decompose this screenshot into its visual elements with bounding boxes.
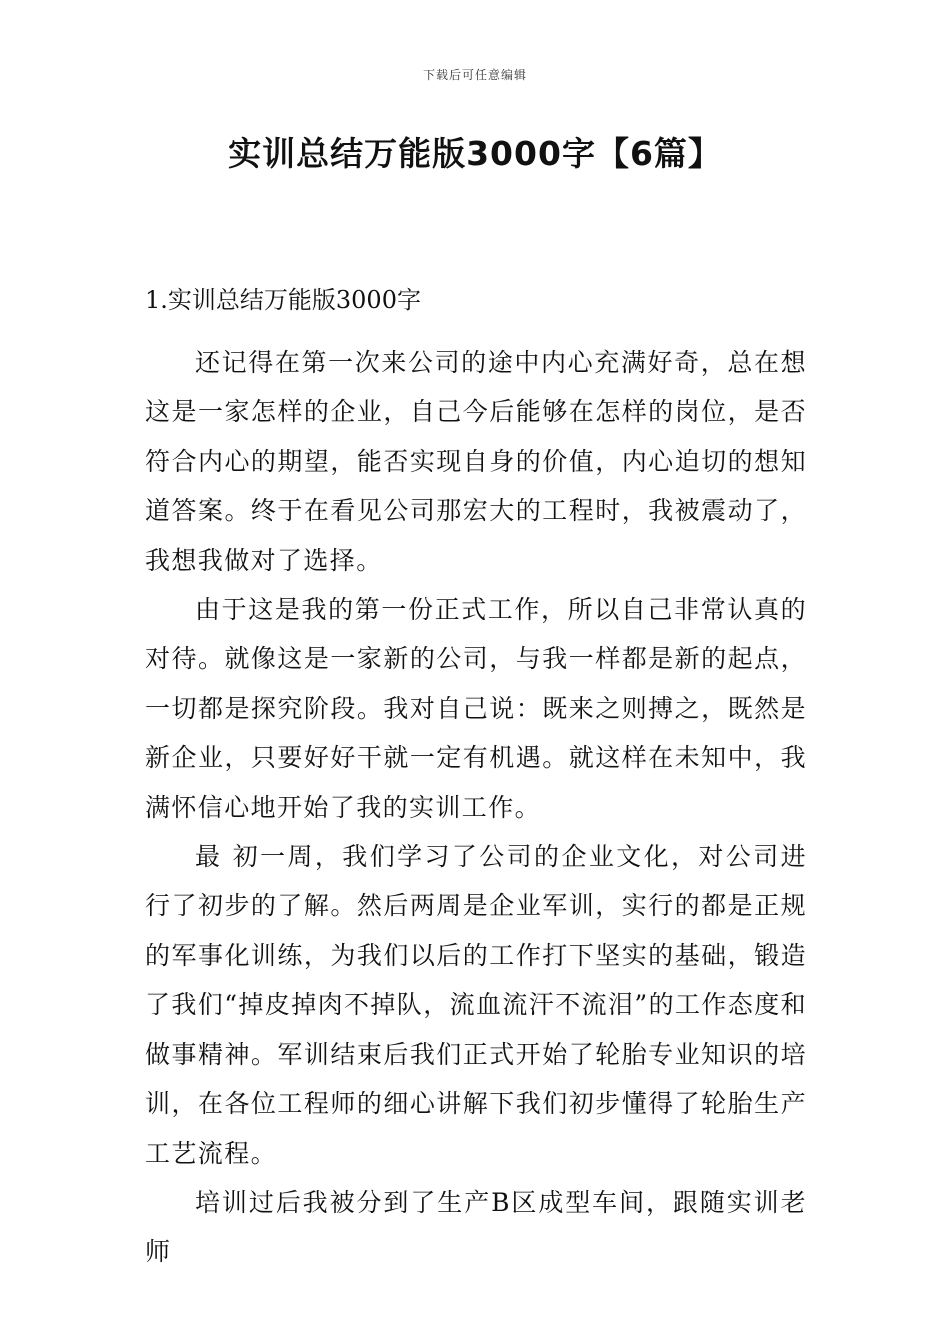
paragraph-2: 由于这是我的第一份正式工作，所以自己非常认真的对待。就像这是一家新的公司，与我一样都是新的起点，一切都是探究阶段。我对自己说：既来之则搏之，既然是新企业，只要好好干就一定有机遇。就这样在未知中，我满怀信心地开始了我的实训工作。 bbox=[145, 595, 807, 822]
document-title: 实训总结万能版3000字【6篇】 bbox=[228, 134, 722, 173]
paragraph-3: 最 初一周，我们学习了公司的企业文化，对公司进行了初步的了解。然后两周是企业军训，实行的都是正规的军事化训练，为我们以后的工作打下坚实的基础，锻造了我们“掉皮掉肉不掉队，流血流汗不流泪”的工作态度和做事精神。军训结束后我们正式开始了轮胎专业知识的培训，在各位工程师的细心讲解下我们初步懂得了轮胎生产工艺流程。 bbox=[145, 842, 807, 1168]
paragraph-4: 培训过后我被分到了生产B区成型车间，跟随实训老师 bbox=[145, 1187, 807, 1267]
header-note: 下载后可任意编辑 bbox=[422, 68, 527, 82]
section-heading: 1.实训总结万能版3000字 bbox=[145, 286, 421, 314]
paragraph-1: 还记得在第一次来公司的途中内心充满好奇，总在想这是一家怎样的企业，自己今后能够在怎样的岗位，是否符合内心的期望，能否实现自身的价值，内心迫切的想知道答案。终于在看见公司那宏大的工程时，我被震动了，我想我做对了选择。 bbox=[145, 348, 807, 575]
document-body bbox=[145, 282, 807, 1277]
